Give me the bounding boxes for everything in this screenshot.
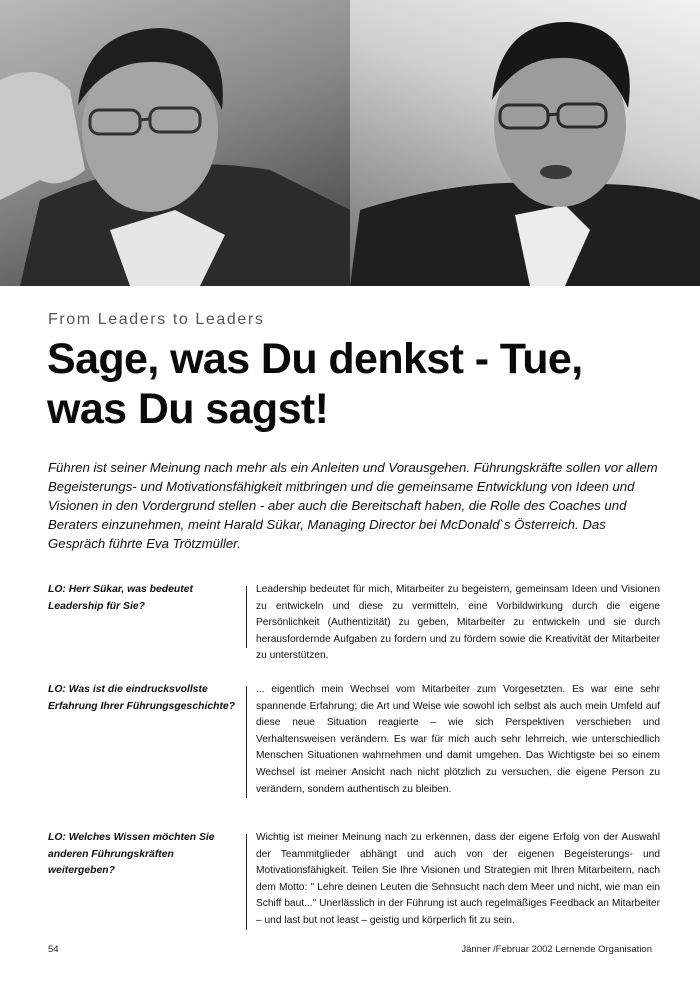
section-kicker: From Leaders to Leaders — [48, 311, 265, 328]
photo-row — [0, 0, 700, 286]
portrait-left-drawing — [0, 0, 350, 286]
article-lead: Führen ist seiner Meinung nach mehr als ein Anleiten und Vorausgehen. Führungskräfte sollen vor allem Begeisterungs- und Motivationsfähigkeit mitbringen und die gemeinsame Entwicklung von Ideen und Visionen in den Vordergrund stellen - aber auch die Bereitschaft haben, die Rolle des Coaches und Beraters einzunehmen, meint Harald Sükar, Managing Director bei McDonald`s Österreich. Das Gespräch führte Eva Trötzmüller. — [48, 460, 658, 551]
interview-question: LO: Was ist die eindrucksvollste Erfahrung Ihrer Führungsgeschichte? — [48, 684, 236, 712]
column-divider — [246, 586, 247, 648]
column-divider — [246, 834, 247, 930]
column-divider — [246, 686, 247, 798]
interview-answer: ... eigentlich mein Wechsel vom Mitarbeiter zum Vorgesetzten. Es war eine sehr spannende Erfahrung; die Art und Weise wie sowohl ich selbst als auch mein Umfeld auf diese neue Situation reagierte – wie sich Perspektiven verschieben und Verhaltensweisen verändern. Es war für mich auch sehr lehrreich, wie unterschiedlich Menschen Situationen wahrnehmen und damit umgehen. Das Wichtigste bei so einem Wechsel ist meiner Ansicht nach nicht plötzlich zu versuchen, die eigene Person zu verändern, sondern authentisch zu bleiben. — [256, 684, 660, 795]
interview-question: LO: Herr Sükar, was bedeutet Leadership für Sie? — [48, 584, 193, 612]
photo-interviewee-gesturing — [0, 0, 350, 286]
portrait-right-drawing — [350, 0, 700, 286]
interview-answer: Wichtig ist meiner Meinung nach zu erkennen, dass der eigene Erfolg von der Auswahl der Teammitglieder abhängt und auch von der eigenen Begeisterungs- und Motivationsfähigkeit. Teilen Sie Ihre Visionen und Strategien mit Ihren Mitarbeitern, nach dem Motto: " Lehre deinen Leuten die Sehnsucht nach dem Meer und nicht, wie man ein Schiff baut..." Unerlässlich in der Führung ist auch regelmäßiges Feedback an Mitarbeiter – und last but not least – geistig und körperlich fit zu sein. — [256, 832, 660, 926]
issue-line: Jänner /Februar 2002 Lernende Organisation — [461, 944, 652, 955]
page-footer — [48, 944, 652, 955]
photo-interviewee-speaking — [350, 0, 700, 286]
article-headline: Sage, was Du denkst - Tue, was Du sagst! — [47, 335, 583, 433]
interview-answer: Leadership bedeutet für mich, Mitarbeiter zu begeistern, gemeinsam Ideen und Visionen zu entwickeln und diese zu vermitteln, eine Vorbildwirkung durch die eigene Persönlichkeit (Authentizität) zu geben, Mitarbeiter zu entwickeln und sie durch herausfordernde Aufgaben zu fordern und zu fördern sowie die Kreativität der Mitarbeiter zu unterstützen. — [256, 584, 660, 662]
interview-question: LO: Welches Wissen möchten Sie anderen Führungskräften weitergeben? — [48, 832, 215, 877]
page-number: 54 — [48, 944, 59, 955]
